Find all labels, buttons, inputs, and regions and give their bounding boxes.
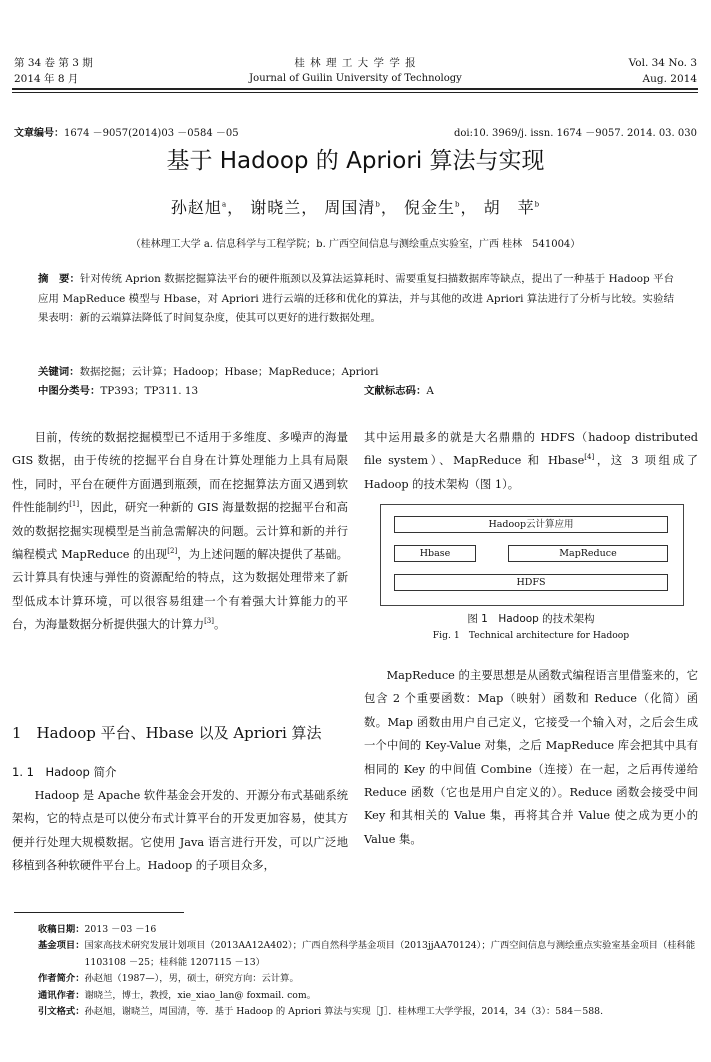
author-separator: ， <box>460 198 478 217</box>
header-rule-bottom <box>12 92 698 93</box>
document-code <box>364 382 434 401</box>
author-name: 谢晓兰 <box>250 198 302 217</box>
received-label: 收稿日期： <box>38 924 85 935</box>
keywords <box>38 363 674 382</box>
author-separator: ， <box>380 198 398 217</box>
abstract-label: 摘 要： <box>38 273 80 285</box>
corresponding-author <box>38 988 698 1004</box>
author-name: 周国清 <box>324 198 376 217</box>
fund-project <box>38 938 698 971</box>
author-name: 胡 苹 <box>483 198 535 217</box>
hadoop-components-paragraph <box>364 426 698 496</box>
document-code-label: 文献标志码： <box>364 385 427 397</box>
figure-1-caption-cn: 图 1 Hadoop 的技术架构 <box>467 613 595 625</box>
citation-format-value: 孙赵旭，谢晓兰，周国清，等．基于 Hadoop 的 Apriori 算法与实现［J］．桂林理工大学学报，2014，34（3）：584－588. <box>84 1006 604 1018</box>
intro-text: ，为上述问题的解决提供了基础。云计算具有快速与弹性的资源配给的特点，这为数据处理带来了新型低成本计算环境，可以很容易组建一个有着强大计算能力的平台，为海量数据分析提供强大的计算力 <box>12 548 348 632</box>
journal-title <box>200 56 511 86</box>
paper-title: 基于 Hadoop 的 Apriori 算法与实现 <box>166 148 545 174</box>
doi: doi:10. 3969/j. issn. 1674 －9057. 2014. 03. 030 <box>453 128 697 139</box>
intro-text: ，因此，研究一种新的 GIS 海量数据的挖掘平台和高效的数据挖掘实现模型是当前急需解决的问题。云计算和新的并行编程模式 MapReduce 的出现 <box>12 501 348 562</box>
article-number-label: 文章编号： <box>14 128 64 139</box>
body-text: 其中运用最多的就是大名鼎鼎的 HDFS（hadoop distributed file system）、MapReduce 和 Hbase <box>364 431 698 468</box>
publish-date-en: Aug. 2014 <box>642 73 697 85</box>
author-name: 孙赵旭 <box>170 198 222 217</box>
intro-paragraph <box>12 426 348 637</box>
hadoop-intro-paragraph: Hadoop 是 Apache 软件基金会开发的、开源分布式基础系统架构，它的特点是可以使分布式计算平台的开发更加容易，使其方便并行处理大规模数据。它使用 Java 语言进行开发，可以广泛地移植到各种软硬件平台上。Hadoop 的子项目众多， <box>12 789 348 873</box>
abstract <box>38 270 674 329</box>
header-rule-top <box>12 88 698 90</box>
section-1-1-heading: 1. 1 Hadoop 简介 <box>12 765 117 779</box>
author-affil-mark: b <box>375 200 381 209</box>
citation-format <box>38 1004 698 1020</box>
right-column-section <box>364 664 698 851</box>
citation: [4] <box>584 453 595 462</box>
fund-value: 国家高技术研究发展计划项目（2013AA12A402）；广西自然科学基金项目（2013jjAA70124）；广西空间信息与测绘重点实验室基金项目（桂科能 1103108 －25；桂科能 1207115 －13） <box>84 940 696 968</box>
mapreduce-box: MapReduce <box>508 545 668 562</box>
intro-text: 。 <box>213 618 226 632</box>
left-column-section <box>12 784 348 878</box>
author-bio-value: 孙赵旭（1987—），男，硕士，研究方向：云计算。 <box>84 973 299 985</box>
citation: [2] <box>167 547 178 556</box>
hadoop-cloud-app-box: Hadoop云计算应用 <box>394 516 668 533</box>
author-bio-label: 作者简介： <box>38 973 85 985</box>
hdfs-box: HDFS <box>394 574 668 591</box>
publish-date: 2014 年 8 月 <box>14 73 79 85</box>
right-column <box>364 426 698 496</box>
citation: [3] <box>204 617 214 626</box>
clc-text: TP393；TP311. 13 <box>100 385 199 397</box>
journal-volume-en <box>629 56 697 86</box>
author-list <box>0 197 711 219</box>
keywords-text: 数据挖掘；云计算；Hadoop；Hbase；MapReduce；Apriori <box>79 366 379 378</box>
received-date <box>38 922 698 938</box>
footnote-rule <box>14 912 184 913</box>
journal-title-cn: 桂 林 理 工 大 学 学 报 <box>294 57 417 69</box>
left-column <box>12 426 348 637</box>
keywords-label: 关键词： <box>38 366 80 378</box>
body-text: ，这 3 项组成了 Hadoop 的技术架构（图 1）。 <box>364 454 698 491</box>
citation-format-label: 引文格式： <box>38 1006 85 1018</box>
author-affil-mark: a <box>221 200 228 209</box>
author-separator: ， <box>227 198 245 217</box>
author-bio <box>38 971 698 987</box>
corresponding-value: 谢晓兰，博士，教授，xie_xiao_lan@ foxmail. com。 <box>84 989 317 1001</box>
affiliation: （桂林理工大学 a. 信息科学与工程学院；b. 广西空间信息与测绘重点实验室，广西 桂林 541004） <box>130 239 581 250</box>
journal-title-en: Journal of Guilin University of Technology <box>249 73 462 84</box>
journal-volume-info <box>14 56 93 86</box>
volume-issue-en: Vol. 34 No. 3 <box>628 57 697 69</box>
article-number <box>14 124 239 139</box>
corresponding-label: 通讯作者： <box>38 989 85 1001</box>
document-code-value: A <box>426 385 434 397</box>
received-value: 2013 －03 －16 <box>84 924 157 935</box>
citation: [1] <box>69 500 80 509</box>
author-affil-mark: b <box>534 200 541 209</box>
section-1-heading: 1 Hadoop 平台、Hbase 以及 Apriori 算法 <box>12 724 322 742</box>
abstract-text: 针对传统 Aprion 数据挖掘算法平台的硬件瓶颈以及算法运算耗时、需要重复扫描数据库等缺点，提出了一种基于 Hadoop 平台应用 MapReduce 模型与 Hbase，对 Apriori 进行云端的迁移和优化的算法，并与其他的改进 Apriori 算法进行了分析与比较。实验结果表明：新的云端算法降低了时间复杂度，使其可以更好的进行数据处理。 <box>38 273 674 324</box>
volume-issue: 第 34 卷 第 3 期 <box>14 57 93 69</box>
author-name: 倪金生 <box>403 198 455 217</box>
intro-text: 目前，传统的数据挖掘模型已不适用于多维度、多噪声的海量 GIS 数据，由于传统的挖掘平台自身在计算处理能力上具有局限性，同时，平台在硬件方面遇到瓶颈，而在挖掘算法方面又遇到软件性能制约 <box>12 431 348 515</box>
figure-1-caption-en: Fig. 1 Technical architecture for Hadoop <box>432 630 630 641</box>
mapreduce-paragraph: MapReduce 的主要思想是从函数式编程语言里借鉴来的，它包含 2 个重要函数：Map（映射）函数和 Reduce（化简）函数。Map 函数由用户自己定义，它接受一个输入对，之后会生成一个中间的 Key-Value 对集，之后 MapReduce 库会把其中具有相同的 Key 的中间值 Combine（连接）在一起，之后再传递给 Reduce 函数（它也是用户自定义的）。Reduce 函数会接受中间 Key 和其相关的 Value 集，再将其合并 Value 使之成为更小的 Value 集。 <box>364 669 698 846</box>
article-number-value: 1674 －9057(2014)03 －0584 －05 <box>64 128 239 139</box>
author-affil-mark: b <box>454 200 461 209</box>
fund-label: 基金项目： <box>38 940 85 952</box>
clc-number <box>38 382 198 401</box>
hbase-box: Hbase <box>394 545 476 562</box>
footnotes <box>38 922 698 1020</box>
clc-label: 中图分类号： <box>38 385 101 397</box>
author-separator: ， <box>301 198 319 217</box>
